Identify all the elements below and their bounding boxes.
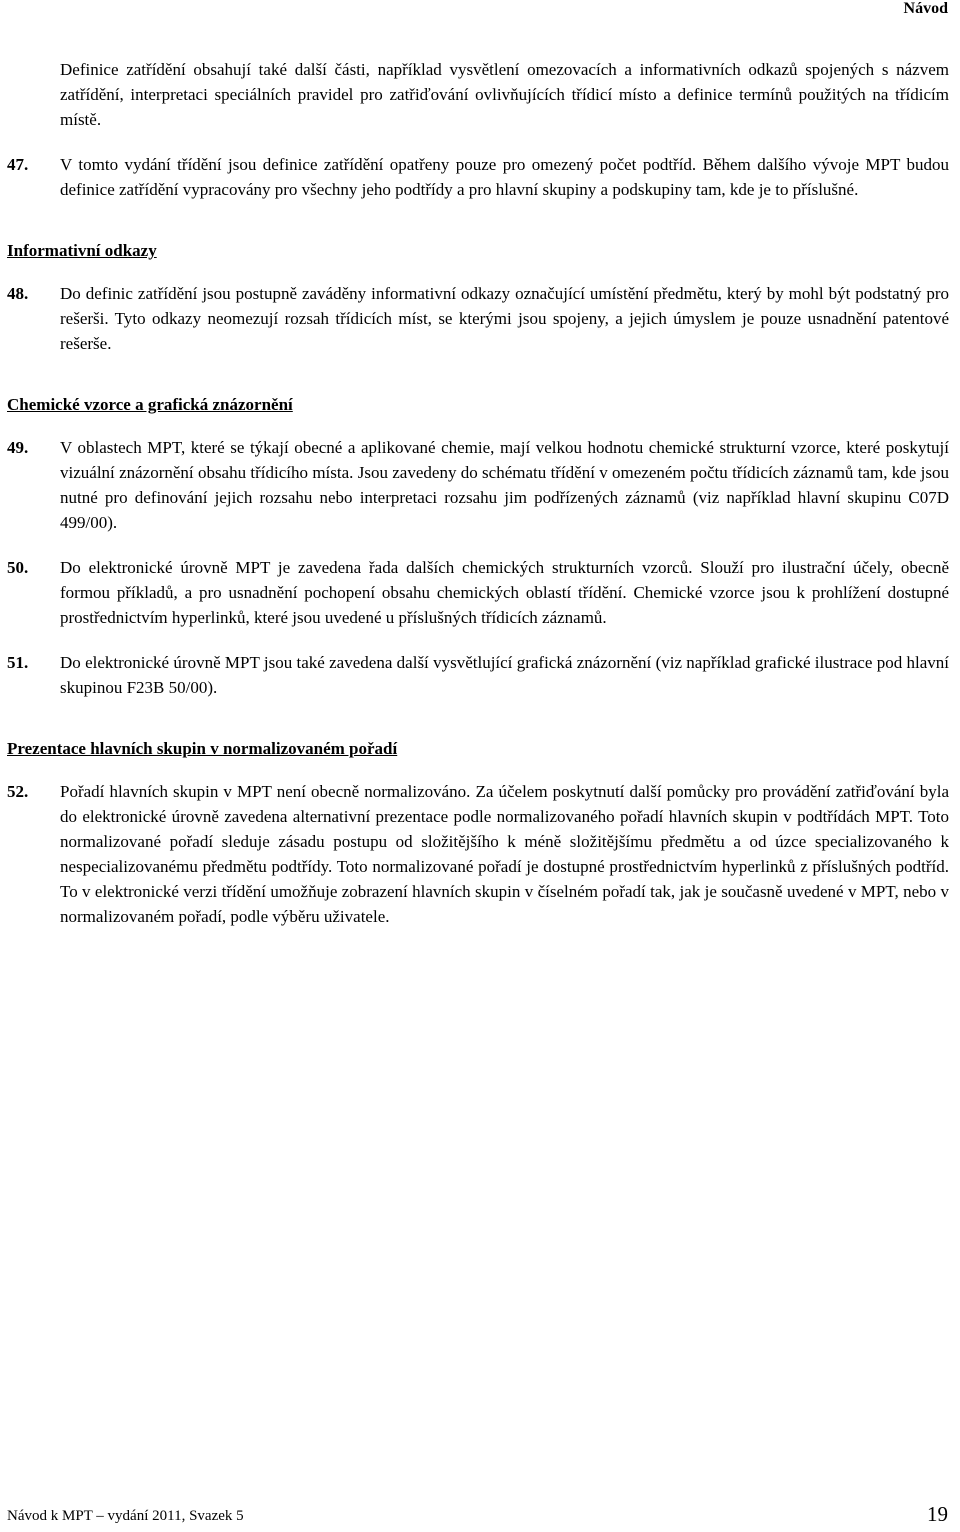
footer-title: Návod k MPT – vydání 2011, Svazek 5 — [7, 1508, 244, 1524]
paragraph-number: 52. — [7, 782, 29, 801]
paragraph-52 — [7, 779, 949, 929]
intro-paragraph: Definice zatřídění obsahují také další části, například vysvětlení omezovacích a informativních odkazů spojených s názvem zatřídění, interpretaci speciálních pravidel pro zatřiďování ovlivňujících třídicí místo a definice termínů použitých na třídicím místě. — [60, 60, 949, 129]
paragraph-49 — [7, 435, 949, 535]
paragraph-47 — [7, 152, 949, 202]
paragraph-50 — [7, 555, 949, 630]
paragraph-number: 50. — [7, 558, 29, 577]
paragraph-text: Do elektronické úrovně MPT je zavedena řada dalších chemických strukturních vzorců. Slouží pro ilustrační účely, obecně formou příkladů, a pro usnadnění pochopení obsahu chemických oblastí třídění. Chemické vzorce jsou k prohlížení dostupné prostřednictvím hyperlinků, které jsou uvedené u příslušných třídicích záznamů. — [60, 558, 949, 627]
paragraph-number: 51. — [7, 653, 29, 672]
paragraph-text: Do definic zatřídění jsou postupně zaváděny informativní odkazy označující umístění předmětu, který by mohl být podstatný pro rešerši. Tyto odkazy neomezují rozsah třídicích míst, se kterými jsou spojeny, a jejich úmyslem je pouze usnadnění patentové rešerše. — [60, 284, 949, 353]
section-heading-chemicke: Chemické vzorce a grafická znázornění — [7, 395, 293, 414]
paragraph-number: 47. — [7, 155, 29, 174]
paragraph-text: Do elektronické úrovně MPT jsou také zavedena další vysvětlující grafická znázornění (viz například grafické ilustrace pod hlavní skupinou F23B 50/00). — [60, 653, 949, 697]
paragraph-number: 49. — [7, 438, 29, 457]
page-number: 19 — [927, 1502, 948, 1526]
paragraph-text: Pořadí hlavních skupin v MPT není obecně normalizováno. Za účelem poskytnutí další pomůcky pro provádění zatřiďování byla do elektronické úrovně zavedena alternativní prezentace podle normalizovaného pořadí hlavních skupin v podtřídách MPT. Toto normalizované pořadí sleduje zásadu postupu od složitějšího k méně složitějšímu předmětu a od úzce specializovaného k nespecializovanému předmětu podtřídy. Toto normalizované pořadí je dostupné prostřednictvím hyperlinků z příslušných podtříd. To v elektronické verzi třídění umožňuje zobrazení hlavních skupin v číselném pořadí tak, jak je současně uvedené v MPT, nebo v normalizovaném pořadí, podle výběru uživatele. — [60, 782, 949, 926]
paragraph-48 — [7, 281, 949, 356]
paragraph-number: 48. — [7, 284, 29, 303]
paragraph-text: V oblastech MPT, které se týkají obecné a aplikované chemie, mají velkou hodnotu chemické strukturní vzorce, které poskytují vizuální znázornění obsahu třídicího místa. Jsou zavedeny do schématu třídění v omezeném počtu třídicích záznamů tam, kde jsou nutné pro definování jejich rozsahu nebo interpretaci rozsahu jim podřízených záznamů (viz například hlavní skupinu C07D 499/00). — [60, 438, 949, 532]
section-heading-informativni: Informativní odkazy — [7, 241, 157, 260]
section-heading-prezentace: Prezentace hlavních skupin v normalizovaném pořadí — [7, 739, 398, 758]
paragraph-51 — [7, 650, 949, 700]
paragraph-text: V tomto vydání třídění jsou definice zatřídění opatřeny pouze pro omezený počet podtříd. Během dalšího vývoje MPT budou definice zatřídění vypracovány pro všechny jeho podtřídy a pro hlavní skupiny a podskupiny tam, kde je to příslušné. — [60, 155, 949, 199]
running-header: Návod — [903, 0, 948, 17]
document-body — [7, 57, 949, 929]
